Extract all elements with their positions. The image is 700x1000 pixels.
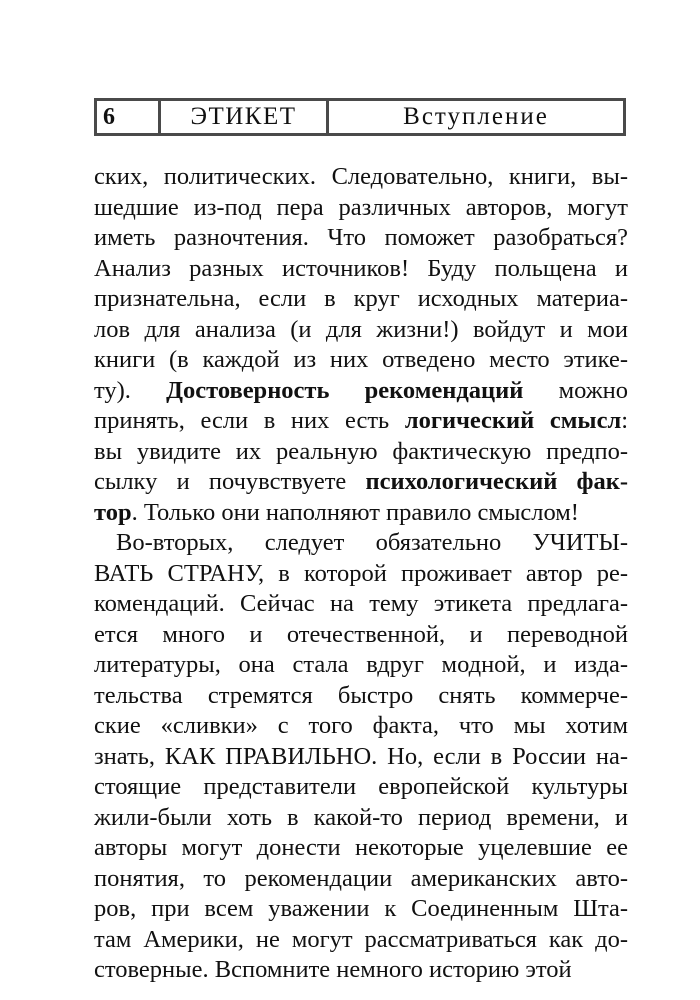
text-run: авторы могут донести некоторые уцелевшие ее — [94, 834, 628, 861]
text-run: сылку и почувствуете — [94, 468, 366, 495]
book-title: ЭТИКЕТ — [161, 101, 329, 133]
text-run: ские «сливки» с того факта, что мы хотим — [94, 712, 628, 739]
text-run: . Только они наполняют правило смыслом! — [131, 498, 579, 526]
text-line — [94, 833, 628, 864]
text-line — [94, 162, 628, 193]
text-line — [94, 498, 628, 529]
text-line — [94, 437, 628, 468]
text-line — [94, 376, 628, 407]
text-line — [94, 284, 628, 315]
text-line — [94, 406, 628, 437]
text-run: признательна, если в круг исходных материа- — [94, 285, 628, 312]
text-line — [94, 193, 628, 224]
text-run: можно — [523, 376, 629, 404]
text-run: ту). — [94, 376, 167, 404]
text-line — [94, 528, 628, 559]
text-line — [94, 345, 628, 376]
text-run: лов для анализа (и для жизни!) войдут и мои — [94, 315, 628, 343]
text-line — [94, 620, 628, 651]
text-run: шедшие из-под пера различных авторов, могут — [94, 193, 628, 221]
text-line — [94, 559, 628, 590]
text-line — [94, 803, 628, 834]
text-line — [94, 742, 628, 773]
text-run: стоверные. Вспомните немного историю этой — [94, 956, 572, 983]
text-line — [94, 315, 628, 346]
text-line — [94, 681, 628, 712]
text-line — [94, 589, 628, 620]
text-run: литературы, она стала вдруг модной, и изда- — [94, 651, 628, 678]
text-run: знать, КАК ПРАВИЛЬНО. Но, если в России на- — [94, 742, 628, 770]
text-line — [94, 955, 628, 986]
text-line — [94, 650, 628, 681]
text-run: ских, политических. Следовательно, книги, вы- — [94, 163, 628, 190]
text-line — [94, 772, 628, 803]
text-run: жили-были хоть в какой-то период времени, и — [94, 803, 628, 831]
section-title: Вступление — [403, 103, 549, 130]
text-run: принять, если в них есть — [94, 407, 405, 434]
text-run: вы увидите их реальную фактическую предпо- — [94, 437, 628, 465]
text-line — [94, 864, 628, 895]
text-run: ров, при всем уважении к Соединенным Шта- — [94, 895, 628, 922]
text-run: ется много и отечественной, и переводной — [94, 620, 628, 648]
text-run: комендаций. Сейчас на тему этикета предлага- — [94, 590, 628, 617]
page-number: 6 — [97, 101, 161, 133]
text-line — [94, 925, 628, 956]
text-run: Анализ разных источников! Буду польщена и — [94, 254, 628, 282]
text-run: там Америки, не могут рассматриваться как до- — [94, 925, 628, 953]
text-line — [94, 467, 628, 498]
body-text — [94, 162, 628, 986]
text-run: книги (в каждой из них отведено место этике- — [94, 346, 628, 373]
text-run: стоящие представители европейской культуры — [94, 773, 628, 800]
bold-term: Достоверность рекомендаций — [166, 376, 524, 404]
text-line — [94, 223, 628, 254]
bold-term: психологический фак- — [365, 468, 628, 495]
text-run: Во-вторых, следует обязательно УЧИТЫ- — [116, 529, 628, 556]
text-run: иметь разночтения. Что поможет разобраться? — [94, 224, 628, 251]
text-run: тельства стремятся быстро снять коммерче- — [94, 681, 628, 709]
text-run: понятия, то рекомендации американских авто- — [94, 864, 628, 892]
text-line — [94, 894, 628, 925]
text-run: ВАТЬ СТРАНУ, в которой проживает автор ре- — [94, 559, 628, 587]
text-run: : — [621, 407, 628, 434]
running-header — [94, 98, 626, 136]
bold-term: логический смысл — [404, 407, 622, 434]
bold-term: тор — [94, 498, 132, 526]
text-line — [94, 711, 628, 742]
text-line — [94, 254, 628, 285]
